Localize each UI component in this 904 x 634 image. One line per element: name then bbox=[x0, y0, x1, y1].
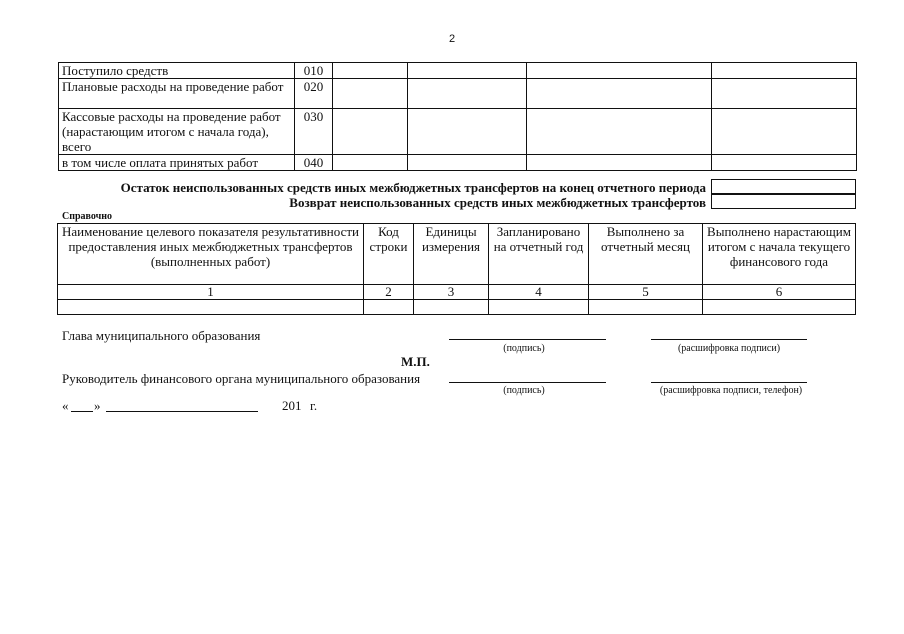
row-label: Кассовые расходы на проведение работ (нарастающим итогом с начала года), всего bbox=[59, 109, 295, 155]
empty-cell bbox=[703, 300, 856, 315]
empty-cell bbox=[527, 79, 712, 109]
head-decode-line bbox=[651, 339, 807, 340]
row-code: 030 bbox=[295, 109, 333, 155]
table-row bbox=[59, 109, 857, 155]
return-value-box bbox=[711, 194, 856, 209]
column-header: Запланировано на отчетный год bbox=[489, 224, 589, 285]
stamp-label: М.П. bbox=[401, 354, 430, 369]
column-number: 2 bbox=[364, 285, 414, 300]
decode-phone-caption: (расшифровка подписи, телефон) bbox=[659, 385, 803, 396]
row-label: Поступило средств bbox=[59, 63, 295, 79]
signature-caption-2: (подпись) bbox=[503, 385, 545, 396]
empty-cell bbox=[527, 63, 712, 79]
date-year: 201 bbox=[282, 398, 302, 413]
column-header: Выполнено за отчетный месяц bbox=[589, 224, 703, 285]
remainder-label: Остаток неиспользованных средств иных межбюджетных трансфертов на конец отчетного периода bbox=[120, 180, 706, 195]
column-number-row bbox=[58, 285, 856, 300]
date-quote-close: » bbox=[94, 398, 101, 413]
empty-cell bbox=[364, 300, 414, 315]
column-header: Код строки bbox=[364, 224, 414, 285]
remainder-value-box bbox=[711, 179, 856, 194]
decode-caption: (расшифровка подписи) bbox=[677, 343, 781, 354]
column-header: Единицы измерения bbox=[414, 224, 489, 285]
empty-cell bbox=[333, 109, 408, 155]
date-quote-open: « bbox=[62, 398, 69, 413]
empty-cell bbox=[712, 155, 857, 171]
row-label: в том числе оплата принятых работ bbox=[59, 155, 295, 171]
column-header: Наименование целевого показателя результативности предоставления иных межбюджетных трансфертов (выполненных работ) bbox=[58, 224, 364, 285]
column-number: 5 bbox=[589, 285, 703, 300]
return-label: Возврат неиспользованных средств иных межбюджетных трансфертов bbox=[289, 195, 706, 210]
empty-cell bbox=[712, 79, 857, 109]
column-number: 3 bbox=[414, 285, 489, 300]
date-day-line bbox=[71, 411, 93, 412]
head-signature-line bbox=[449, 339, 606, 340]
funds-table bbox=[58, 62, 857, 171]
column-number: 1 bbox=[58, 285, 364, 300]
empty-cell bbox=[712, 63, 857, 79]
reference-label: Справочно bbox=[62, 211, 113, 222]
empty-cell bbox=[408, 63, 527, 79]
table-header-row bbox=[58, 224, 856, 285]
page-number: 2 bbox=[448, 33, 456, 45]
finance-signature-line bbox=[449, 382, 606, 383]
empty-cell bbox=[712, 109, 857, 155]
empty-cell bbox=[408, 155, 527, 171]
empty-cell bbox=[589, 300, 703, 315]
empty-cell bbox=[527, 109, 712, 155]
date-year-suffix: г. bbox=[310, 398, 318, 413]
finance-decode-line bbox=[651, 382, 807, 383]
column-number: 4 bbox=[489, 285, 589, 300]
row-code: 020 bbox=[295, 79, 333, 109]
empty-cell bbox=[414, 300, 489, 315]
signature-caption: (подпись) bbox=[503, 343, 545, 354]
table-row bbox=[59, 79, 857, 109]
row-label: Плановые расходы на проведение работ bbox=[59, 79, 295, 109]
table-row bbox=[59, 155, 857, 171]
table-row bbox=[58, 300, 856, 315]
empty-cell bbox=[408, 109, 527, 155]
empty-cell bbox=[333, 155, 408, 171]
row-code: 040 bbox=[295, 155, 333, 171]
finance-head-label: Руководитель финансового органа муниципального образования bbox=[62, 371, 421, 386]
empty-cell bbox=[333, 63, 408, 79]
date-month-line bbox=[106, 411, 258, 412]
column-header: Выполнено нарастающим итогом с начала текущего финансового года bbox=[703, 224, 856, 285]
empty-cell bbox=[333, 79, 408, 109]
empty-cell bbox=[527, 155, 712, 171]
empty-cell bbox=[58, 300, 364, 315]
empty-cell bbox=[489, 300, 589, 315]
empty-cell bbox=[408, 79, 527, 109]
table-row bbox=[59, 63, 857, 79]
head-label: Глава муниципального образования bbox=[62, 328, 261, 343]
column-number: 6 bbox=[703, 285, 856, 300]
reference-table bbox=[57, 223, 856, 315]
row-code: 010 bbox=[295, 63, 333, 79]
